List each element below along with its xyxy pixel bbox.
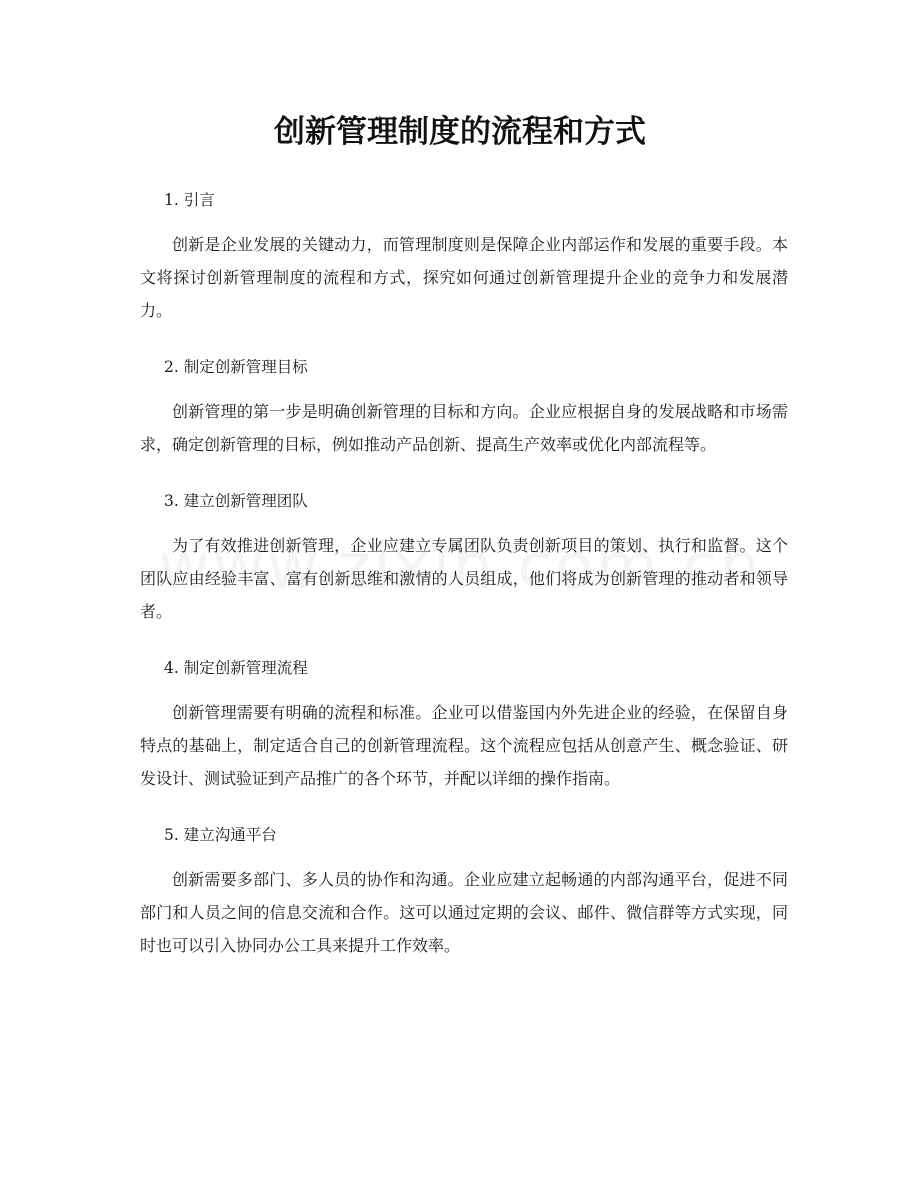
section-paragraph: 创新管理的第一步是明确创新管理的目标和方向。企业应根据自身的发展战略和市场需求，确定创新管理的目标，例如推动产品创新、提高生产效率或优化内部流程等。 (140, 402, 788, 454)
section-heading: 1. 引言 (164, 191, 215, 209)
section-heading: 2. 制定创新管理目标 (164, 358, 308, 376)
section-heading: 3. 建立创新管理团队 (164, 492, 308, 510)
page-title: 创新管理制度的流程和方式 (274, 114, 646, 150)
section-paragraph: 创新管理需要有明确的流程和标准。企业可以借鉴国内外先进企业的经验，在保留自身特点的基础上，制定适合自己的创新管理流程。这个流程应包括从创意产生、概念验证、研发设计、测试验证到产品推广的各个环节，并配以详细的操作指南。 (140, 703, 788, 788)
section-goals (140, 347, 788, 461)
section-process (140, 648, 788, 795)
section-heading: 4. 制定创新管理流程 (164, 659, 308, 677)
section-paragraph: 为了有效推进创新管理，企业应建立专属团队负责创新项目的策划、执行和监督。这个团队应由经验丰富、富有创新思维和激情的人员组成，他们将成为创新管理的推动者和领导者。 (140, 536, 788, 621)
section-introduction (140, 180, 788, 327)
section-communication (140, 815, 788, 962)
document-body (140, 180, 788, 982)
section-team (140, 481, 788, 628)
section-paragraph: 创新是企业发展的关键动力，而管理制度则是保障企业内部运作和发展的重要手段。本文将探讨创新管理制度的流程和方式，探究如何通过创新管理提升企业的竞争力和发展潜力。 (140, 235, 788, 320)
section-heading: 5. 建立沟通平台 (164, 826, 277, 844)
section-paragraph: 创新需要多部门、多人员的协作和沟通。企业应建立起畅通的内部沟通平台，促进不同部门和人员之间的信息交流和合作。这可以通过定期的会议、邮件、微信群等方式实现，同时也可以引入协同办公工具来提升工作效率。 (140, 870, 788, 955)
